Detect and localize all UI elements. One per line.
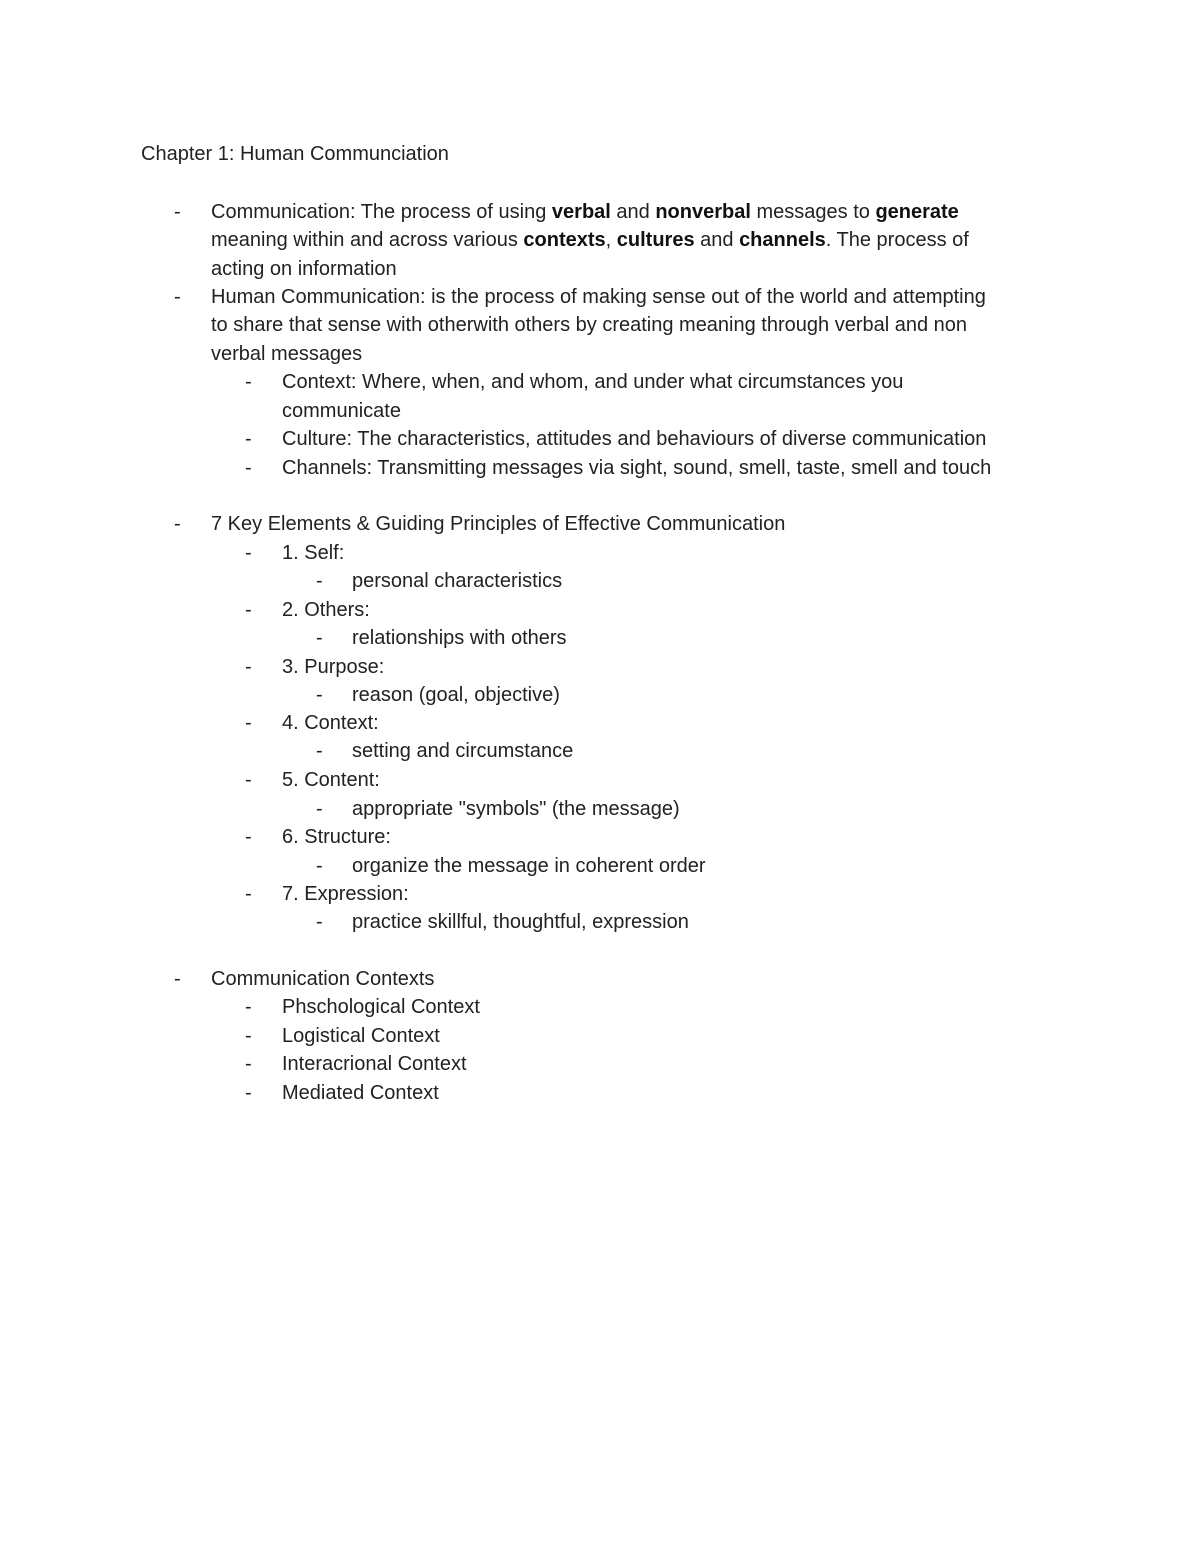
context-text: Logistical Context xyxy=(282,1025,440,1047)
bold-term: channels xyxy=(739,229,826,251)
context-text: Interacrional Context xyxy=(282,1053,467,1075)
context-text: Phschological Context xyxy=(282,996,480,1018)
element-desc-text: appropriate "symbols" (the message) xyxy=(352,798,680,820)
element-label: 3. Purpose: xyxy=(282,656,385,678)
element-desc-text: reason (goal, objective) xyxy=(352,684,560,706)
element-label: 6. Structure: xyxy=(282,826,391,848)
bold-term: verbal xyxy=(551,201,611,223)
element-desc-text: practice skillful, thoughtful, expression xyxy=(352,911,689,933)
bullet-text: Context: Where, when, and whom, and under what circumstances you xyxy=(282,371,904,393)
element-label: 7. Expression: xyxy=(282,883,409,905)
bullet-dash: - xyxy=(245,599,252,621)
bullet-dash: - xyxy=(245,1082,252,1104)
bullet-text: Human Communication: is the process of making sense out of the world and attempting xyxy=(211,286,986,308)
bullet-dash: - xyxy=(245,542,252,564)
bullet-text: communicate xyxy=(282,400,401,422)
bullet-dash: - xyxy=(174,513,181,535)
bullet-text: acting on information xyxy=(211,258,397,280)
bullet-dash: - xyxy=(316,855,323,877)
bullet-dash: - xyxy=(316,798,323,820)
bullet-dash: - xyxy=(316,627,323,649)
chapter-title: Chapter 1: Human Communciation xyxy=(141,143,449,165)
bullet-dash: - xyxy=(245,656,252,678)
bullet-text: Communication Contexts xyxy=(211,968,435,990)
bullet-text: 7 Key Elements & Guiding Principles of Effective Communication xyxy=(211,513,786,535)
element-label: 4. Context: xyxy=(282,712,379,734)
element-label: 5. Content: xyxy=(282,769,380,791)
bullet-dash: - xyxy=(245,996,252,1018)
bullet-dash: - xyxy=(245,371,252,393)
bullet-dash: - xyxy=(245,712,252,734)
bullet-dash: - xyxy=(174,201,181,223)
bullet-dash: - xyxy=(316,570,323,592)
bullet-text: Culture: The characteristics, attitudes and behaviours of diverse communication xyxy=(282,428,987,450)
element-label: 1. Self: xyxy=(282,542,345,564)
element-label: 2. Others: xyxy=(282,599,370,621)
context-text: Mediated Context xyxy=(282,1082,439,1104)
bullet-text: Channels: Transmitting messages via sight, sound, smell, taste, smell and touch xyxy=(282,457,992,479)
bold-term: contexts xyxy=(523,229,606,251)
bullet-text: verbal messages xyxy=(211,343,363,365)
bold-term: cultures xyxy=(616,229,695,251)
bullet-text: Communication: The process of using verbal and nonverbal messages to generate xyxy=(211,201,959,223)
bullet-dash: - xyxy=(245,883,252,905)
bullet-dash: - xyxy=(245,769,252,791)
bullet-dash: - xyxy=(245,457,252,479)
bullet-dash: - xyxy=(245,428,252,450)
bullet-dash: - xyxy=(245,826,252,848)
bullet-dash: - xyxy=(174,286,181,308)
bold-term: nonverbal xyxy=(655,201,751,223)
bold-term: generate xyxy=(875,201,959,223)
bullet-dash: - xyxy=(174,968,181,990)
element-desc-text: relationships with others xyxy=(352,627,567,649)
bullet-dash: - xyxy=(316,911,323,933)
element-desc-text: setting and circumstance xyxy=(352,740,574,762)
bullet-dash: - xyxy=(245,1053,252,1075)
element-desc-text: personal characteristics xyxy=(352,570,563,592)
element-desc-text: organize the message in coherent order xyxy=(352,855,706,877)
bullet-dash: - xyxy=(245,1025,252,1047)
bullet-dash: - xyxy=(316,684,323,706)
bullet-text: to share that sense with otherwith others by creating meaning through verbal and non xyxy=(211,314,968,336)
bullet-text: meaning within and across various contexts, cultures and channels. The process of xyxy=(211,229,969,251)
bullet-dash: - xyxy=(316,740,323,762)
